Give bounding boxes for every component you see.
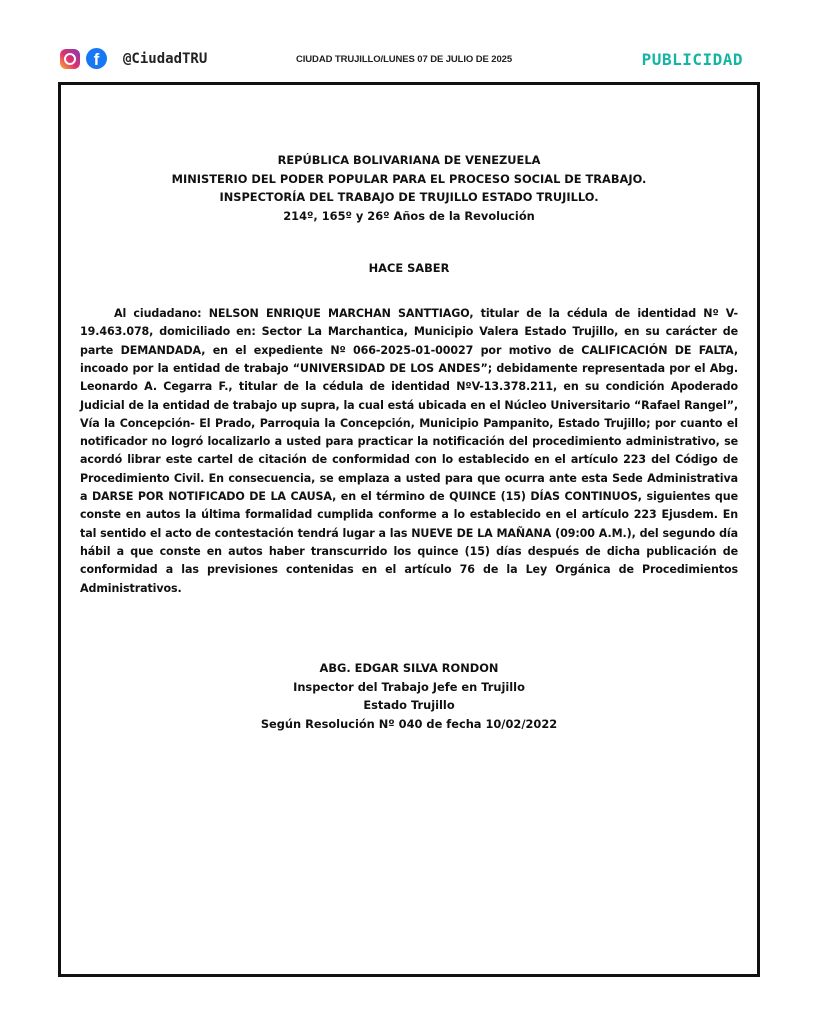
notice-body: Al ciudadano: NELSON ENRIQUE MARCHAN SANTTIAGO, titular de la cédula de identidad Nº V-19.463.078, domiciliado en: Sector La Marchantica, Municipio Valera Estado Trujillo, en su carácter de parte DEMANDADA, en el expediente Nº 066-2025-01-00027 por motivo de CALIFICACIÓN DE FALTA, incoado por la entidad de trabajo “UNIVERSIDAD DE LOS ANDES”; debidamente representada por el Abg. Leonardo A. Cegarra F., titular de la cédula de identidad NºV-13.378.211, en su condición Apoderado Judicial de la entidad de trabajo up supra, la cual está ubicada en el Núcleo Universitario “Rafael Rangel”, Vía la Concepción- El Prado, Parroquia la Concepción, Municipio Pampanito, Estado Trujillo; por cuanto el notificador no logró localizarlo a usted para practicar la notificación del procedimiento administrativo, se acordó librar este cartel de citación de conformidad con lo establecido en el artículo 223 del Código de Procedimiento Civil. En consecuencia, se emplaza a usted para que ocurra ante esta Sede Administrativa a DARSE POR NOTIFICADO DE LA CAUSA, en el término de QUINCE (15) DÍAS CONTINUOS, siguientes que conste en autos la última formalidad cumplida conforme a lo establecido en el artículo 223 Ejusdem. En tal sentido el acto de contestación tendrá lugar a las NUEVE DE LA MAÑANA (09:00 A.M.), del segundo día hábil a que conste en autos haber transcurrido los quince (15) días después de dicha publicación de conformidad a las previsiones contenidas en el artículo 76 de la Ley Orgánica de Procedimientos Administrativos. — [80, 307, 738, 595]
facebook-icon[interactable]: f — [86, 48, 107, 69]
signature-block — [61, 659, 757, 733]
signatory-state: Estado Trujillo — [363, 698, 455, 712]
section-label: PUBLICIDAD — [641, 50, 743, 69]
signatory-title: Inspector del Trabajo Jefe en Trujillo — [293, 679, 525, 694]
edition-dateline: CIUDAD TRUJILLO/LUNES 07 DE JULIO DE 2025 — [296, 54, 513, 65]
notice-heading — [61, 151, 757, 225]
signatory-resolution: Según Resolución Nº 040 de fecha 10/02/2022 — [260, 716, 558, 731]
heading-line-ministry: MINISTERIO DEL PODER POPULAR PARA EL PROCESO SOCIAL DE TRABAJO. — [171, 171, 647, 186]
heading-line-republic: REPÚBLICA BOLIVARIANA DE VENEZUELA — [277, 153, 541, 167]
instagram-icon[interactable] — [60, 49, 80, 69]
heading-line-revolution-years: 214º, 165º y 26º Años de la Revolución — [283, 208, 535, 223]
notice-frame — [58, 82, 760, 977]
page-header — [0, 0, 819, 82]
social-handle: @CiudadTRU — [123, 50, 208, 67]
social-links — [60, 48, 207, 69]
heading-line-inspectorate: INSPECTORÍA DEL TRABAJO DE TRUJILLO ESTADO TRUJILLO. — [219, 190, 599, 204]
signatory-name: ABG. EDGAR SILVA RONDON — [319, 661, 499, 675]
notice-title: HACE SABER — [368, 261, 450, 275]
